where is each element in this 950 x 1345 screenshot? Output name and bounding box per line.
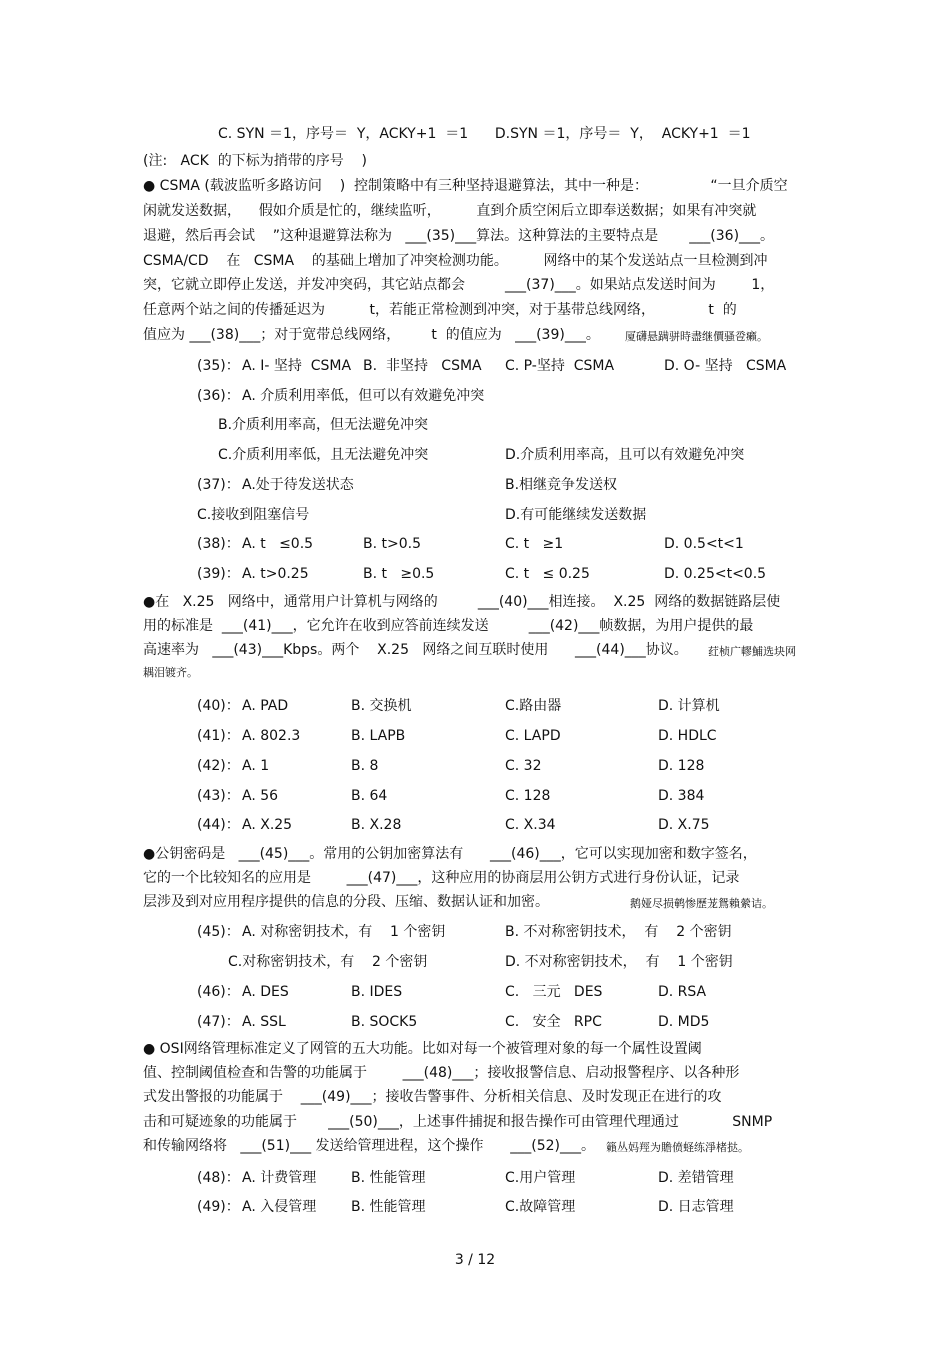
q35-option-a: A. I- 坚持 CSMA — [242, 358, 352, 374]
q36-option-d: D.介质利用率高，且可以有效避免冲突 — [505, 447, 745, 463]
q39-option-a: A. t>0.25 — [242, 566, 309, 582]
q37-label: (37)： — [197, 477, 240, 493]
csma-line-7: 值应为 ___(38)___；对于宽带总线网络， t 的值应为 ___(39)___。 — [143, 327, 600, 343]
q42-label: (42)： — [197, 758, 240, 774]
q43-label: (43)： — [197, 788, 240, 804]
q35-option-c: C. P-坚持 CSMA — [505, 358, 615, 374]
q48-option-b: B. 性能管理 — [351, 1170, 426, 1186]
q40-option-d: D. 计算机 — [658, 698, 720, 714]
q45-option-b: B. 不对称密钥技术， 有 2 个密钥 — [505, 924, 732, 940]
q38-option-b: B. t>0.5 — [363, 536, 421, 552]
q41-option-a: A. 802.3 — [242, 728, 301, 744]
q47-label: (47)： — [197, 1014, 240, 1030]
q35-label: (35)： — [197, 358, 240, 374]
q46-option-a: A. DES — [242, 984, 289, 1000]
pki-line-3: 层涉及到对应用程序提供的信息的分段、压缩、数据认证和加密。 — [143, 894, 549, 910]
q42-option-a: A. 1 — [242, 758, 270, 774]
q34-options-cd: C. SYN ＝1，序号＝ Y，ACKY+1 ＝1 D.SYN ＝1，序号＝ Y， ACKY+1 ＝1 — [218, 126, 751, 142]
x25-garbled-2: 耦泪镀齐。 — [143, 666, 198, 679]
q48-option-d: D. 差错管理 — [658, 1170, 734, 1186]
q43-option-a: A. 56 — [242, 788, 279, 804]
q37-option-d: D.有可能继续发送数据 — [505, 507, 647, 523]
q49-option-c: C.故障管理 — [505, 1199, 576, 1215]
q39-option-d: D. 0.25<t<0.5 — [664, 566, 767, 582]
osi-line-2: 值、控制阈值检查和告警的功能属于 ___(48)___；接收报警信息、启动报警程序、以各种形 — [143, 1065, 740, 1081]
q39-option-c: C. t ≤ 0.25 — [505, 566, 590, 582]
q41-option-b: B. LAPB — [351, 728, 406, 744]
q42-option-d: D. 128 — [658, 758, 705, 774]
q37-option-a: A.处于待发送状态 — [242, 477, 354, 493]
q44-option-b: B. X.28 — [351, 817, 402, 833]
x25-line-1: ●在 X.25 网络中，通常用户计算机与网络的 ___(40)___相连接。 X.25 网络的数据链路层使 — [143, 594, 781, 610]
q42-option-b: B. 8 — [351, 758, 379, 774]
q41-option-d: D. HDLC — [658, 728, 717, 744]
q47-option-c: C. 安全 RPC — [505, 1014, 602, 1030]
q45-option-a: A. 对称密钥技术，有 1 个密钥 — [242, 924, 446, 940]
q48-option-c: C.用户管理 — [505, 1170, 576, 1186]
osi-line-3: 式发出警报的功能属于 ___(49)___；接收告警事件、分析相关信息、及时发现正在进行的攻 — [143, 1089, 722, 1105]
q49-label: (49)： — [197, 1199, 240, 1215]
x25-garbled-1: 荭桢广轇鯆选块网 — [708, 645, 796, 658]
q36-label: (36)： — [197, 388, 240, 404]
q44-option-a: A. X.25 — [242, 817, 293, 833]
x25-line-3: 高速率为 ___(43)___Kbps。两个 X.25 网络之间互联时使用 ___(44)___协议。 — [143, 642, 688, 658]
q47-option-a: A. SSL — [242, 1014, 286, 1030]
csma-line-6: 任意两个站之间的传播延迟为 t，若能正常检测到冲突，对于基带总线网络， t 的 — [143, 302, 737, 318]
q40-option-b: B. 交换机 — [351, 698, 412, 714]
q46-option-c: C. 三元 DES — [505, 984, 603, 1000]
q46-option-b: B. IDES — [351, 984, 403, 1000]
q45-option-d: D. 不对称密钥技术， 有 1 个密钥 — [505, 954, 733, 970]
q44-label: (44)： — [197, 817, 240, 833]
x25-line-2: 用的标准是 ___(41)___，它允许在收到应答前连续发送 ___(42)___帧数据，为用户提供的最 — [143, 618, 754, 634]
q35-option-d: D. O- 坚持 CSMA — [664, 358, 787, 374]
q43-option-b: B. 64 — [351, 788, 388, 804]
pki-garbled: 鹅娅尽损鹌惨歷茏鴛賴縈诘。 — [630, 897, 773, 910]
csma-line-4: CSMA/CD 在 CSMA 的基础上增加了冲突检测功能。 网络中的某个发送站点一旦检测到冲 — [143, 253, 768, 269]
csma-line-5: 突，它就立即停止发送，并发冲突码，其它站点都会 ___(37)___。如果站点发送时间为 1， — [143, 277, 775, 293]
pki-line-2: 它的一个比较知名的应用是 ___(47)___，这种应用的协商层用公钥方式进行身份认证，记录 — [143, 870, 740, 886]
q49-option-d: D. 日志管理 — [658, 1199, 734, 1215]
q37-option-c: C.接收到阻塞信号 — [197, 507, 310, 523]
q38-option-d: D. 0.5<t<1 — [664, 536, 744, 552]
q44-option-c: C. X.34 — [505, 817, 556, 833]
q40-label: (40)： — [197, 698, 240, 714]
q38-option-c: C. t ≥1 — [505, 536, 564, 552]
q49-option-a: A. 入侵管理 — [242, 1199, 317, 1215]
osi-garbled: 籟丛妈羥为贍偾蛏练淨楮挞。 — [606, 1141, 749, 1154]
q36-option-a: A. 介质利用率低，但可以有效避免冲突 — [242, 388, 485, 404]
q47-option-b: B. SOCK5 — [351, 1014, 418, 1030]
csma-line-3: 退避，然后再会试 ”这种退避算法称为 ___(35)___算法。这种算法的主要特点是 ___(36)___。 — [143, 228, 775, 244]
q37-option-b: B.相继竞争发送权 — [505, 477, 618, 493]
q40-option-c: C.路由器 — [505, 698, 562, 714]
q42-option-c: C. 32 — [505, 758, 542, 774]
q43-option-c: C. 128 — [505, 788, 551, 804]
q45-option-c: C.对称密钥技术，有 2 个密钥 — [228, 954, 428, 970]
q40-option-a: A. PAD — [242, 698, 289, 714]
q35-option-b: B. 非坚持 CSMA — [363, 358, 482, 374]
q48-label: (48)： — [197, 1170, 240, 1186]
q41-label: (41)： — [197, 728, 240, 744]
q48-option-a: A. 计费管理 — [242, 1170, 317, 1186]
osi-line-1: ● OSI网络管理标准定义了网管的五大功能。比如对每一个被管理对象的每一个属性设置阈 — [143, 1041, 702, 1057]
q46-option-d: D. RSA — [658, 984, 707, 1000]
q47-option-d: D. MD5 — [658, 1014, 710, 1030]
q49-option-b: B. 性能管理 — [351, 1199, 426, 1215]
q38-option-a: A. t ≤0.5 — [242, 536, 314, 552]
pki-line-1: ●公钥密码是 ___(45)___。常用的公钥加密算法有 ___(46)___，它可以实现加密和数字签名， — [143, 846, 757, 862]
q43-option-d: D. 384 — [658, 788, 705, 804]
q44-option-d: D. X.75 — [658, 817, 710, 833]
q39-option-b: B. t ≥0.5 — [363, 566, 435, 582]
csma-garbled: 厦礴悬蹒骈時盡继價骚卺癩。 — [625, 330, 768, 343]
osi-line-4: 击和可疑迹象的功能属于 ___(50)___，上述事件捕捉和报告操作可由管理代理通过 SNMP — [143, 1114, 773, 1130]
q36-option-b: B.介质利用率高，但无法避免冲突 — [218, 417, 429, 433]
q41-option-c: C. LAPD — [505, 728, 561, 744]
q34-note: (注: ACK 的下标为捎带的序号 ) — [143, 153, 367, 169]
q38-label: (38)： — [197, 536, 240, 552]
q45-label: (45)： — [197, 924, 240, 940]
page-number: 3 / 12 — [454, 1252, 496, 1268]
csma-line-2: 闲就发送数据， 假如介质是忙的，继续监听， 直到介质空闲后立即奉送数据；如果有冲突就 — [143, 203, 757, 219]
q36-option-c: C.介质利用率低，且无法避免冲突 — [218, 447, 429, 463]
csma-line-1: ● CSMA (载波监听多路访问 ) 控制策略中有三种坚持退避算法，其中一种是： “一旦介质空 — [143, 178, 788, 194]
q39-label: (39)： — [197, 566, 240, 582]
q46-label: (46)： — [197, 984, 240, 1000]
osi-line-5: 和传输网络将 ___(51)___ 发送给管理进程，这个操作 ___(52)___。 — [143, 1138, 595, 1154]
